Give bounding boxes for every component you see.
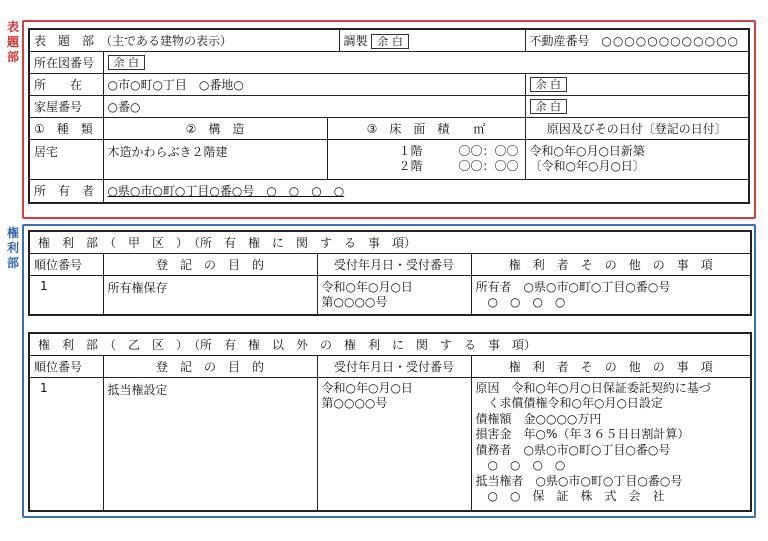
otsu-h-uketsuke: 受付年月日・受付番号 xyxy=(317,355,471,377)
otsu-kenrisha-line: 債権額 金○○○○万円 xyxy=(475,411,602,426)
shoyusha-cell xyxy=(103,179,749,203)
genin1-value: 令和○年○月○日新築 xyxy=(529,144,645,158)
otsu-title: 権 利 部 （ 乙 区 ） （所 有 権 以 外 の 権 利 に 関 す る 事 項） xyxy=(29,333,751,355)
chosei-label: 調製 xyxy=(343,33,368,48)
col-genin: 原因及びその日付〔登記の日付〕 xyxy=(525,117,749,139)
otsu-kenrisha-line: 原因 令和○年○月○日保証委託契約に基づ xyxy=(475,380,711,395)
shozaizu-badge: 余 白 xyxy=(108,55,146,70)
kou-table xyxy=(28,230,752,316)
side-char: 部 xyxy=(6,50,19,64)
kaoku-label: 家屋番号 xyxy=(29,95,103,117)
otsu-kenrisha-line: ○ ○ 保 証 株 式 会 社 xyxy=(475,489,665,503)
hyodai-side-label xyxy=(6,20,20,65)
otsu-h-junni: 順位番号 xyxy=(29,355,103,377)
shozai-label: 所 在 xyxy=(29,73,103,95)
kou-h-uketsuke: 受付年月日・受付番号 xyxy=(317,253,471,275)
kou-uketsuke-no: 第○○○○号 xyxy=(321,294,388,309)
side-char: 利 xyxy=(6,241,19,255)
kou-uketsuke-date: 令和○年○月○日 xyxy=(321,279,413,294)
shozaizu-label: 所在図番号 xyxy=(29,51,103,73)
otsu-row-junni: 1 xyxy=(29,377,103,511)
kou-h-kenrisha: 権 利 者 そ の 他 の 事 項 xyxy=(471,253,751,275)
otsu-kenrisha-line: 抵当権者 ○県○市○町○丁目○番○号 xyxy=(475,473,683,488)
kaoku-badge: 余 白 xyxy=(530,99,568,114)
otsu-kenrisha-line: く求償債権令和○年○月○日設定 xyxy=(475,396,663,410)
floor1-value: １階 〇〇：〇〇 xyxy=(398,144,519,158)
otsu-uketsuke-no: 第○○○○号 xyxy=(321,395,388,410)
kozo-value: 木造かわらぶき２階建 xyxy=(103,139,327,179)
side-char: 権 xyxy=(6,226,19,240)
hyodai-title: 表 題 部 （主である建物の表示） xyxy=(29,29,339,51)
otsu-row-kenrisha xyxy=(471,377,751,511)
kou-row-mokuteki: 所有権保存 xyxy=(103,275,317,315)
otsu-h-kenrisha: 権 利 者 そ の 他 の 事 項 xyxy=(471,355,751,377)
kou-h-mokuteki: 登 記 の 目 的 xyxy=(103,253,317,275)
genin2-value: 〔令和○年○月○日〕 xyxy=(529,159,645,173)
shozaizu-value-cell xyxy=(103,51,749,73)
side-char: 表 xyxy=(6,20,19,34)
kou-kenrisha-line: 所有者 ○県○市○町○丁目○番○号 xyxy=(475,279,671,294)
otsu-h-mokuteki: 登 記 の 目 的 xyxy=(103,355,317,377)
shoyusha-value: ○県○市○町○丁目○番○号 ○ ○ ○ ○ xyxy=(107,184,345,199)
kou-h-junni: 順位番号 xyxy=(29,253,103,275)
shozai-value: ○市○町○丁目 ○番地○ xyxy=(103,73,525,95)
kaoku-badge-cell xyxy=(525,95,749,117)
kaoku-value: ○番○ xyxy=(103,95,525,117)
kou-title: 権 利 部 （ 甲 区 ） （所 有 権 に 関 す る 事 項） xyxy=(29,231,751,253)
kou-row-kenrisha xyxy=(471,275,751,315)
shozai-badge: 余 白 xyxy=(530,77,568,92)
otsu-table xyxy=(28,332,752,512)
otsu-row-mokuteki: 抵当権設定 xyxy=(103,377,317,511)
kou-kenrisha-line: ○ ○ ○ ○ xyxy=(475,294,566,309)
fudosan-cell xyxy=(525,29,749,51)
shozai-badge-cell xyxy=(525,73,749,95)
kou-row-junni: 1 xyxy=(29,275,103,315)
genin-values xyxy=(525,139,749,179)
col-yuka: ③ 床 面 積 ㎡ xyxy=(327,117,525,139)
fudosan-label: 不動産番号 xyxy=(529,33,590,48)
col-shurui: ① 種 類 xyxy=(29,117,103,139)
shoyusha-label: 所 有 者 xyxy=(29,179,103,203)
side-char: 部 xyxy=(6,256,19,270)
fudosan-value: ○○○○○○○○○○○○ xyxy=(601,33,740,48)
chosei-cell xyxy=(339,29,525,51)
hyodai-table xyxy=(28,28,750,204)
yuka-values xyxy=(327,139,525,179)
otsu-uketsuke-date: 令和○年○月○日 xyxy=(321,380,413,395)
side-char: 題 xyxy=(6,35,19,49)
kou-row-uketsuke xyxy=(317,275,471,315)
chosei-badge: 余 白 xyxy=(371,34,409,49)
otsu-row-uketsuke xyxy=(317,377,471,511)
floor2-value: ２階 〇〇：〇〇 xyxy=(398,159,519,173)
otsu-kenrisha-line: 債務者 ○県○市○町○丁目○番○号 xyxy=(475,442,671,457)
kenri-side-label xyxy=(6,226,20,271)
otsu-kenrisha-line: 損害金 年○%（年３６５日日割計算） xyxy=(475,427,690,441)
col-kozo: ② 構 造 xyxy=(103,117,327,139)
shurui-value: 居宅 xyxy=(29,139,103,179)
otsu-kenrisha-line: ○ ○ ○ ○ xyxy=(475,458,566,472)
